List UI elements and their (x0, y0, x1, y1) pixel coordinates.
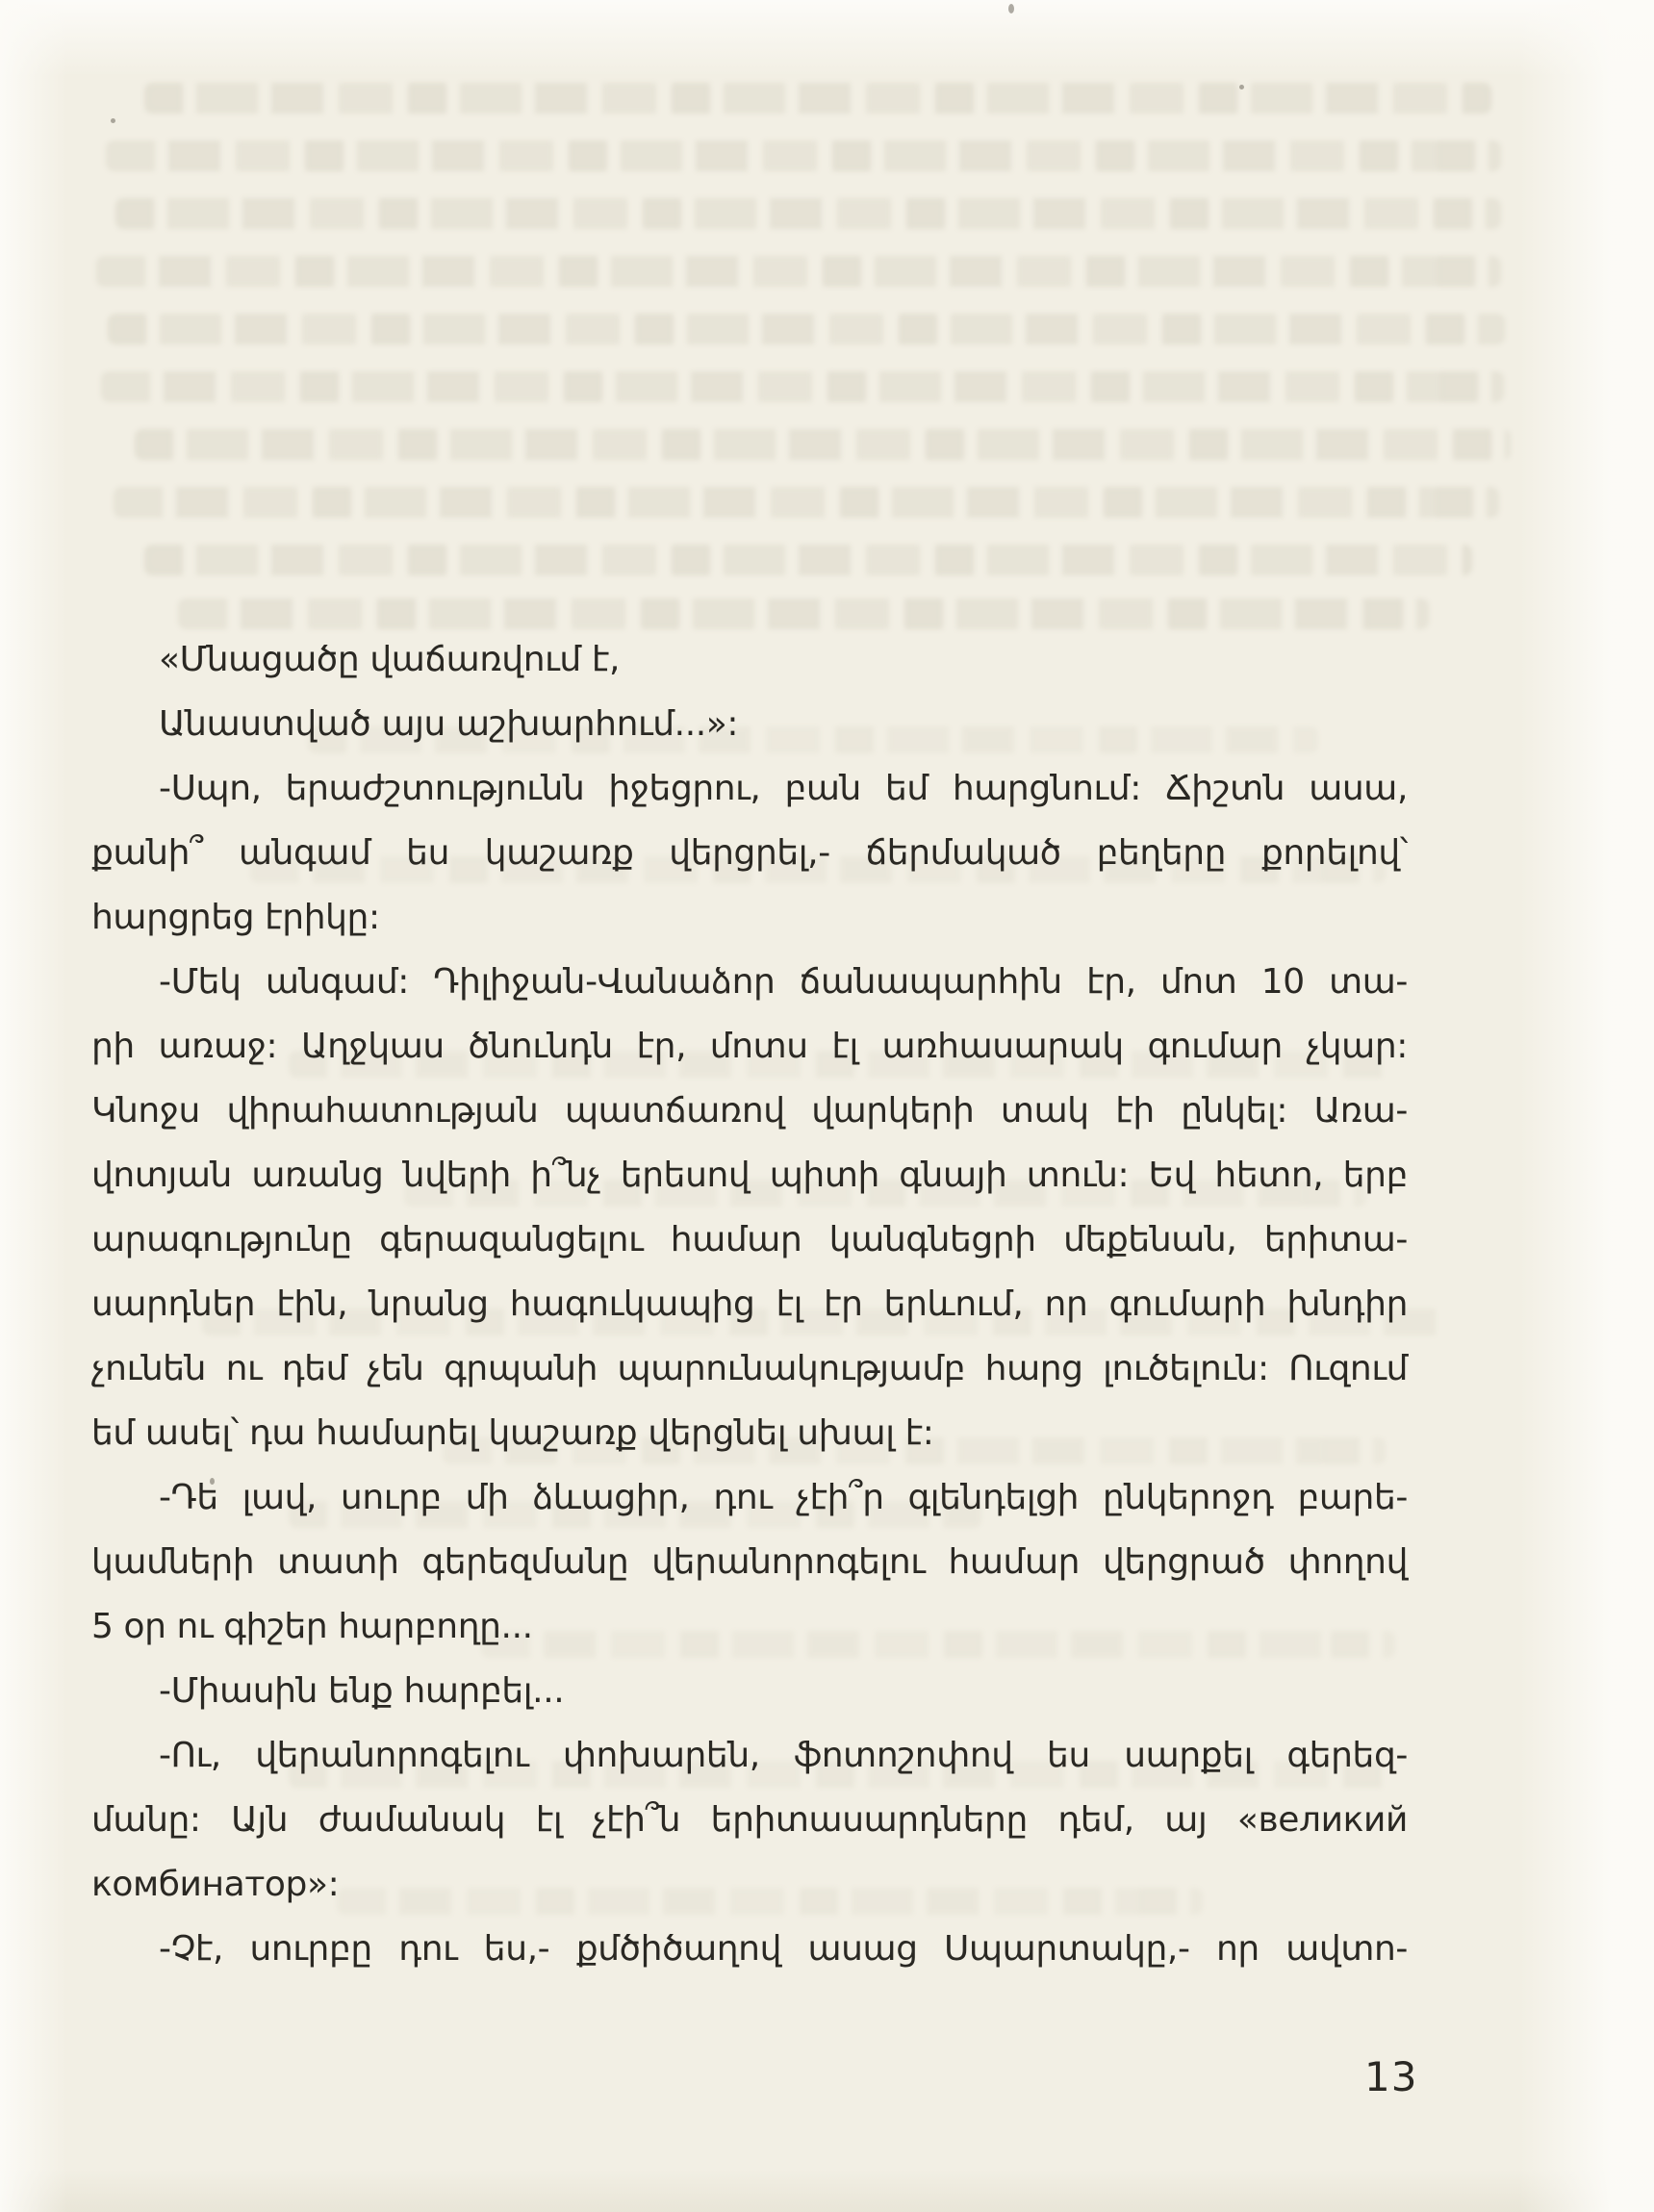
text-line: հարցրեց էրիկը: (91, 898, 380, 937)
bleedthrough-line (115, 198, 1501, 229)
text-line: -Սպո, երաժշտությունն իջեցրու, բան եմ հարցնում: Ճիշտն ասա, (159, 769, 1408, 808)
dust-speck (1239, 85, 1244, 89)
text-line: Անաստված այս աշխարհում...»: (159, 704, 739, 744)
bleedthrough-line (106, 140, 1501, 171)
dust-speck (1008, 4, 1014, 13)
text-line: րի առաջ: Աղջկաս ծնունդն էր, մոտս էլ առհասարակ գումար չկար: (91, 1027, 1408, 1066)
text-line: «Մնացածը վաճառվում է, (159, 640, 620, 679)
text-line: 5 օր ու գիշեր հարբողը... (91, 1607, 533, 1646)
text-line: -Չէ, սուրբը դու ես,- քմծիծաղով ասաց Սպարտակը,- որ ավտո- (159, 1929, 1408, 1969)
bleedthrough-line (114, 487, 1499, 518)
text-block (91, 627, 1408, 1981)
text-line: մանը: Այն ժամանակ էլ չէի՞ն երիտասարդները դեմ, այ «великий (91, 1800, 1408, 1840)
dust-speck (111, 118, 115, 123)
text-line: չունեն ու դեմ չեն գրպանի պարունակությամբ հարց լուծելուն: Ուզում (91, 1349, 1408, 1388)
text-line: քանի՞ անգամ ես կաշառք վերցրել,- ճերմակած բեղերը քորելով՝ (91, 833, 1408, 873)
text-line: վոտյան առանց նվերի ի՞նչ երեսով պիտի գնայի տուն: Եվ հետո, երբ (91, 1156, 1408, 1195)
text-line: սարդներ էին, նրանց հագուկապից էլ էր երևում, որ գումարի խնդիր (91, 1284, 1408, 1324)
bleedthrough-line (144, 83, 1491, 114)
text-line: -Միասին ենք հարբել... (159, 1671, 565, 1711)
page-number: 13 (1364, 2053, 1418, 2100)
text-line: կամների տատի գերեզմանը վերանորոգելու համար վերցրած փողով (91, 1542, 1408, 1582)
bleedthrough-line (101, 371, 1504, 402)
bleedthrough-line (144, 545, 1472, 575)
text-line: -Ու, վերանորոգելու փոխարեն, ֆոտոշոփով ես սարքել գերեզ- (159, 1736, 1408, 1775)
text-line: -Դե լավ, սուրբ մի ձևացիր, դու չէի՞ր գլենդելցի ընկերոջդ բարե- (159, 1478, 1408, 1517)
bleedthrough-line (135, 429, 1511, 460)
bleedthrough-line (178, 598, 1429, 629)
text-line: Կնոջս վիրահատության պատճառով վարկերի տակ էի ընկել: Առա- (91, 1091, 1408, 1131)
text-line: եմ ասել՝ դա համարել կաշառք վերցնել սխալ է: (91, 1413, 934, 1453)
bleedthrough-line (108, 314, 1505, 344)
text-line: -Մեկ անգամ: Դիլիջան-Վանաձոր ճանապարհին էր, մոտ 10 տա- (159, 962, 1408, 1002)
bleedthrough-line (96, 256, 1501, 287)
text-line: комбинатор»: (91, 1865, 340, 1904)
text-line: արագությունը գերազանցելու համար կանգնեցրի մեքենան, երիտա- (91, 1220, 1408, 1259)
